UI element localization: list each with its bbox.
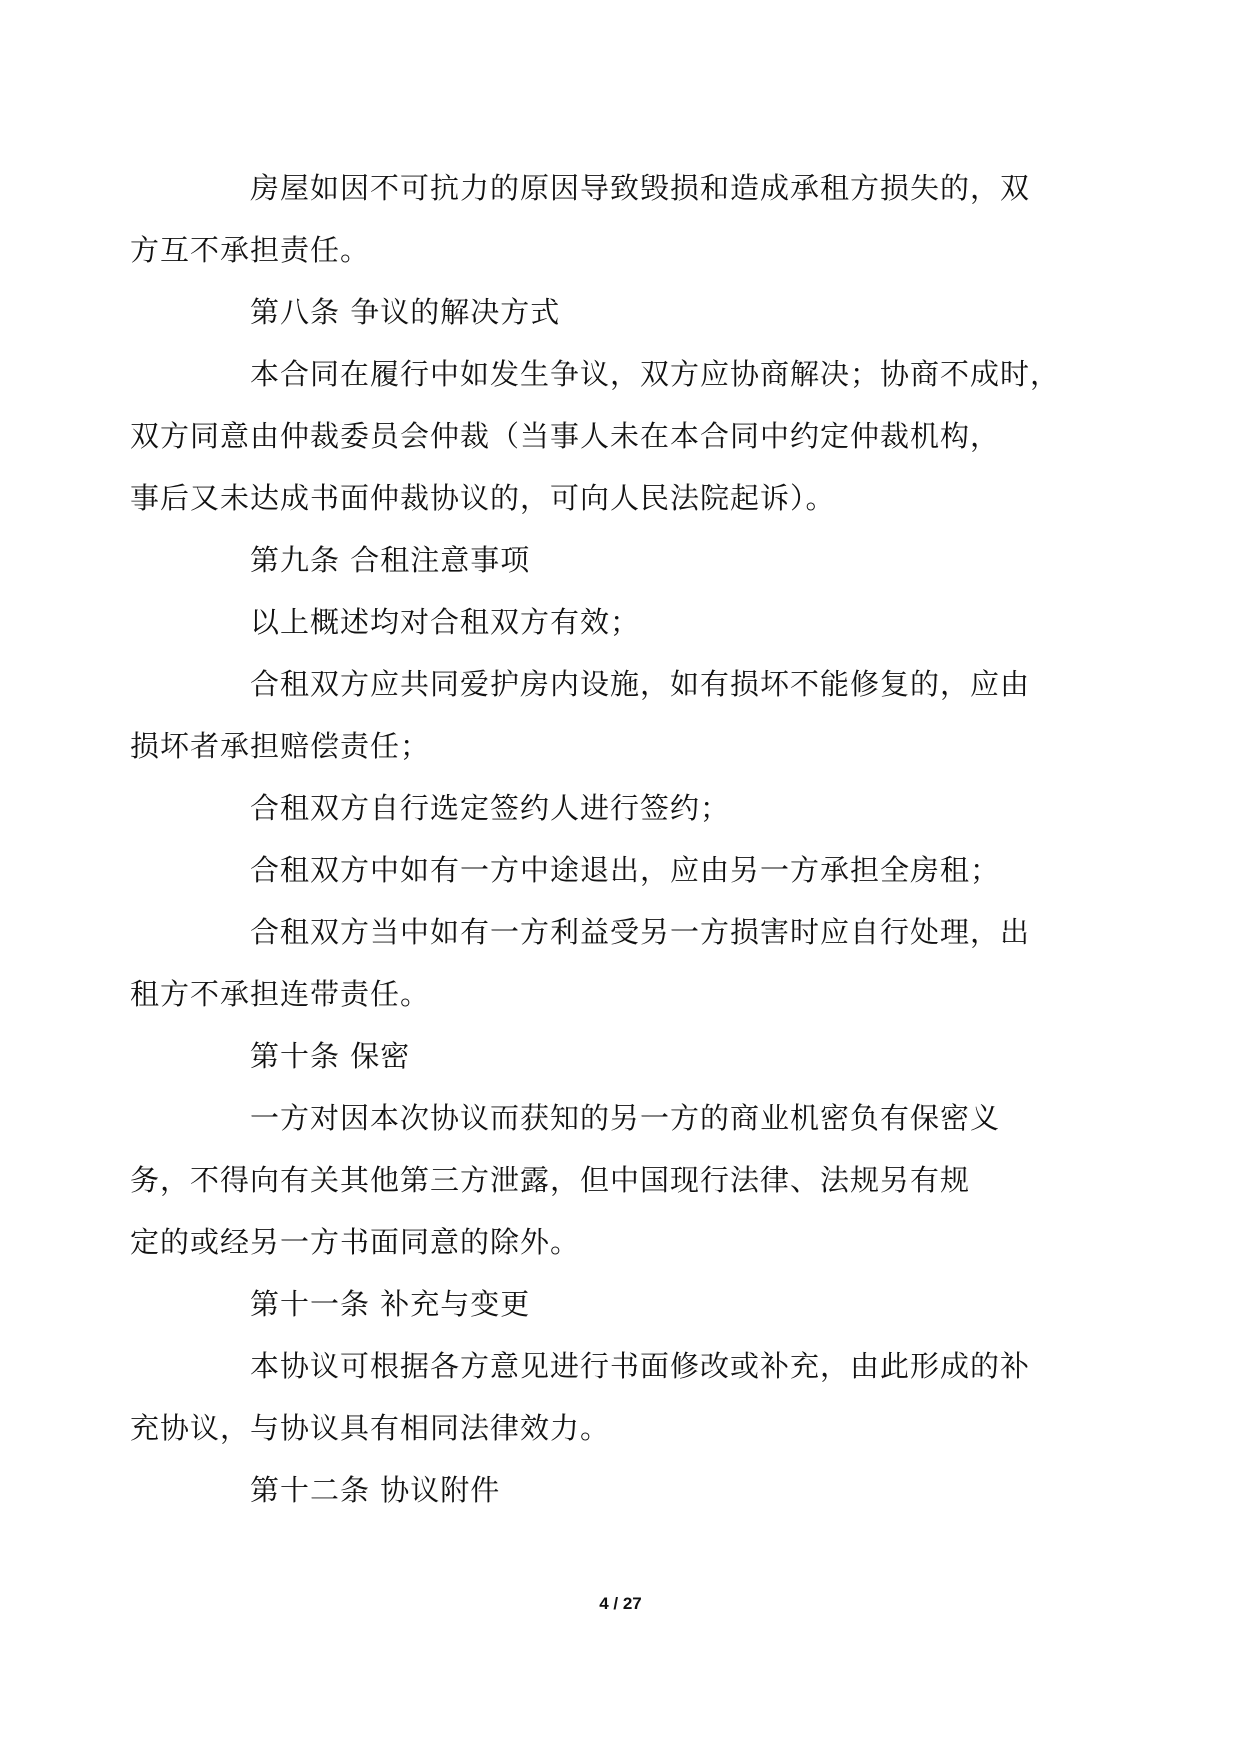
text-line: 第十一条 补充与变更: [250, 1287, 531, 1321]
paragraph: [130, 157, 1050, 281]
text-line: 租方不承担连带责任。: [130, 977, 431, 1011]
text-line: 定的或经另一方书面同意的除外。: [130, 1225, 581, 1259]
text-line: 事后又未达成书面仲裁协议的，可向人民法院起诉）。: [130, 481, 836, 515]
text-line: 第九条 合租注意事项: [250, 543, 531, 577]
paragraph: [130, 1087, 1050, 1273]
text-line: 房屋如因不可抗力的原因导致毁损和造成承租方损失的，双: [250, 171, 1031, 205]
text-line: 充协议，与协议具有相同法律效力。: [130, 1411, 611, 1445]
paragraph: [190, 839, 1050, 901]
text-line: 损坏者承担赔偿责任；: [130, 729, 431, 763]
text-line: 合租双方应共同爱护房内设施，如有损坏不能修复的，应由: [250, 667, 1031, 701]
page-number: 4 / 27: [599, 1594, 642, 1613]
paragraph: [130, 1335, 1050, 1459]
text-line: 方互不承担责任。: [130, 233, 371, 267]
paragraph: [190, 777, 1050, 839]
text-line: 第十条 保密: [250, 1039, 411, 1073]
text-line: 以上概述均对合租双方有效；: [250, 605, 641, 639]
section-heading: [190, 529, 1050, 591]
text-line: 一方对因本次协议而获知的另一方的商业机密负有保密义: [250, 1101, 1001, 1135]
paragraph: [130, 653, 1050, 777]
paragraph: [130, 343, 1061, 529]
text-line: 本合同在履行中如发生争议，双方应协商解决；协商不成时，: [250, 357, 1061, 391]
text-line: 双方同意由仲裁委员会仲裁（当事人未在本合同中约定仲裁机构，: [130, 419, 1001, 453]
paragraph: [190, 591, 1050, 653]
text-line: 合租双方中如有一方中途退出，应由另一方承担全房租；: [250, 853, 1001, 887]
document-body: [130, 157, 1061, 1521]
text-line: 本协议可根据各方意见进行书面修改或补充，由此形成的补: [250, 1349, 1031, 1383]
section-heading: [190, 1459, 1050, 1521]
text-line: 第十二条 协议附件: [250, 1473, 501, 1507]
text-line: 合租双方自行选定签约人进行签约；: [250, 791, 731, 825]
section-heading: [190, 1025, 1050, 1087]
text-line: 务，不得向有关其他第三方泄露，但中国现行法律、法规另有规: [130, 1163, 971, 1197]
section-heading: [190, 1273, 1050, 1335]
text-line: 合租双方当中如有一方利益受另一方损害时应自行处理，出: [250, 915, 1031, 949]
section-heading: [190, 281, 1050, 343]
text-line: 第八条 争议的解决方式: [250, 295, 561, 329]
paragraph: [130, 901, 1050, 1025]
